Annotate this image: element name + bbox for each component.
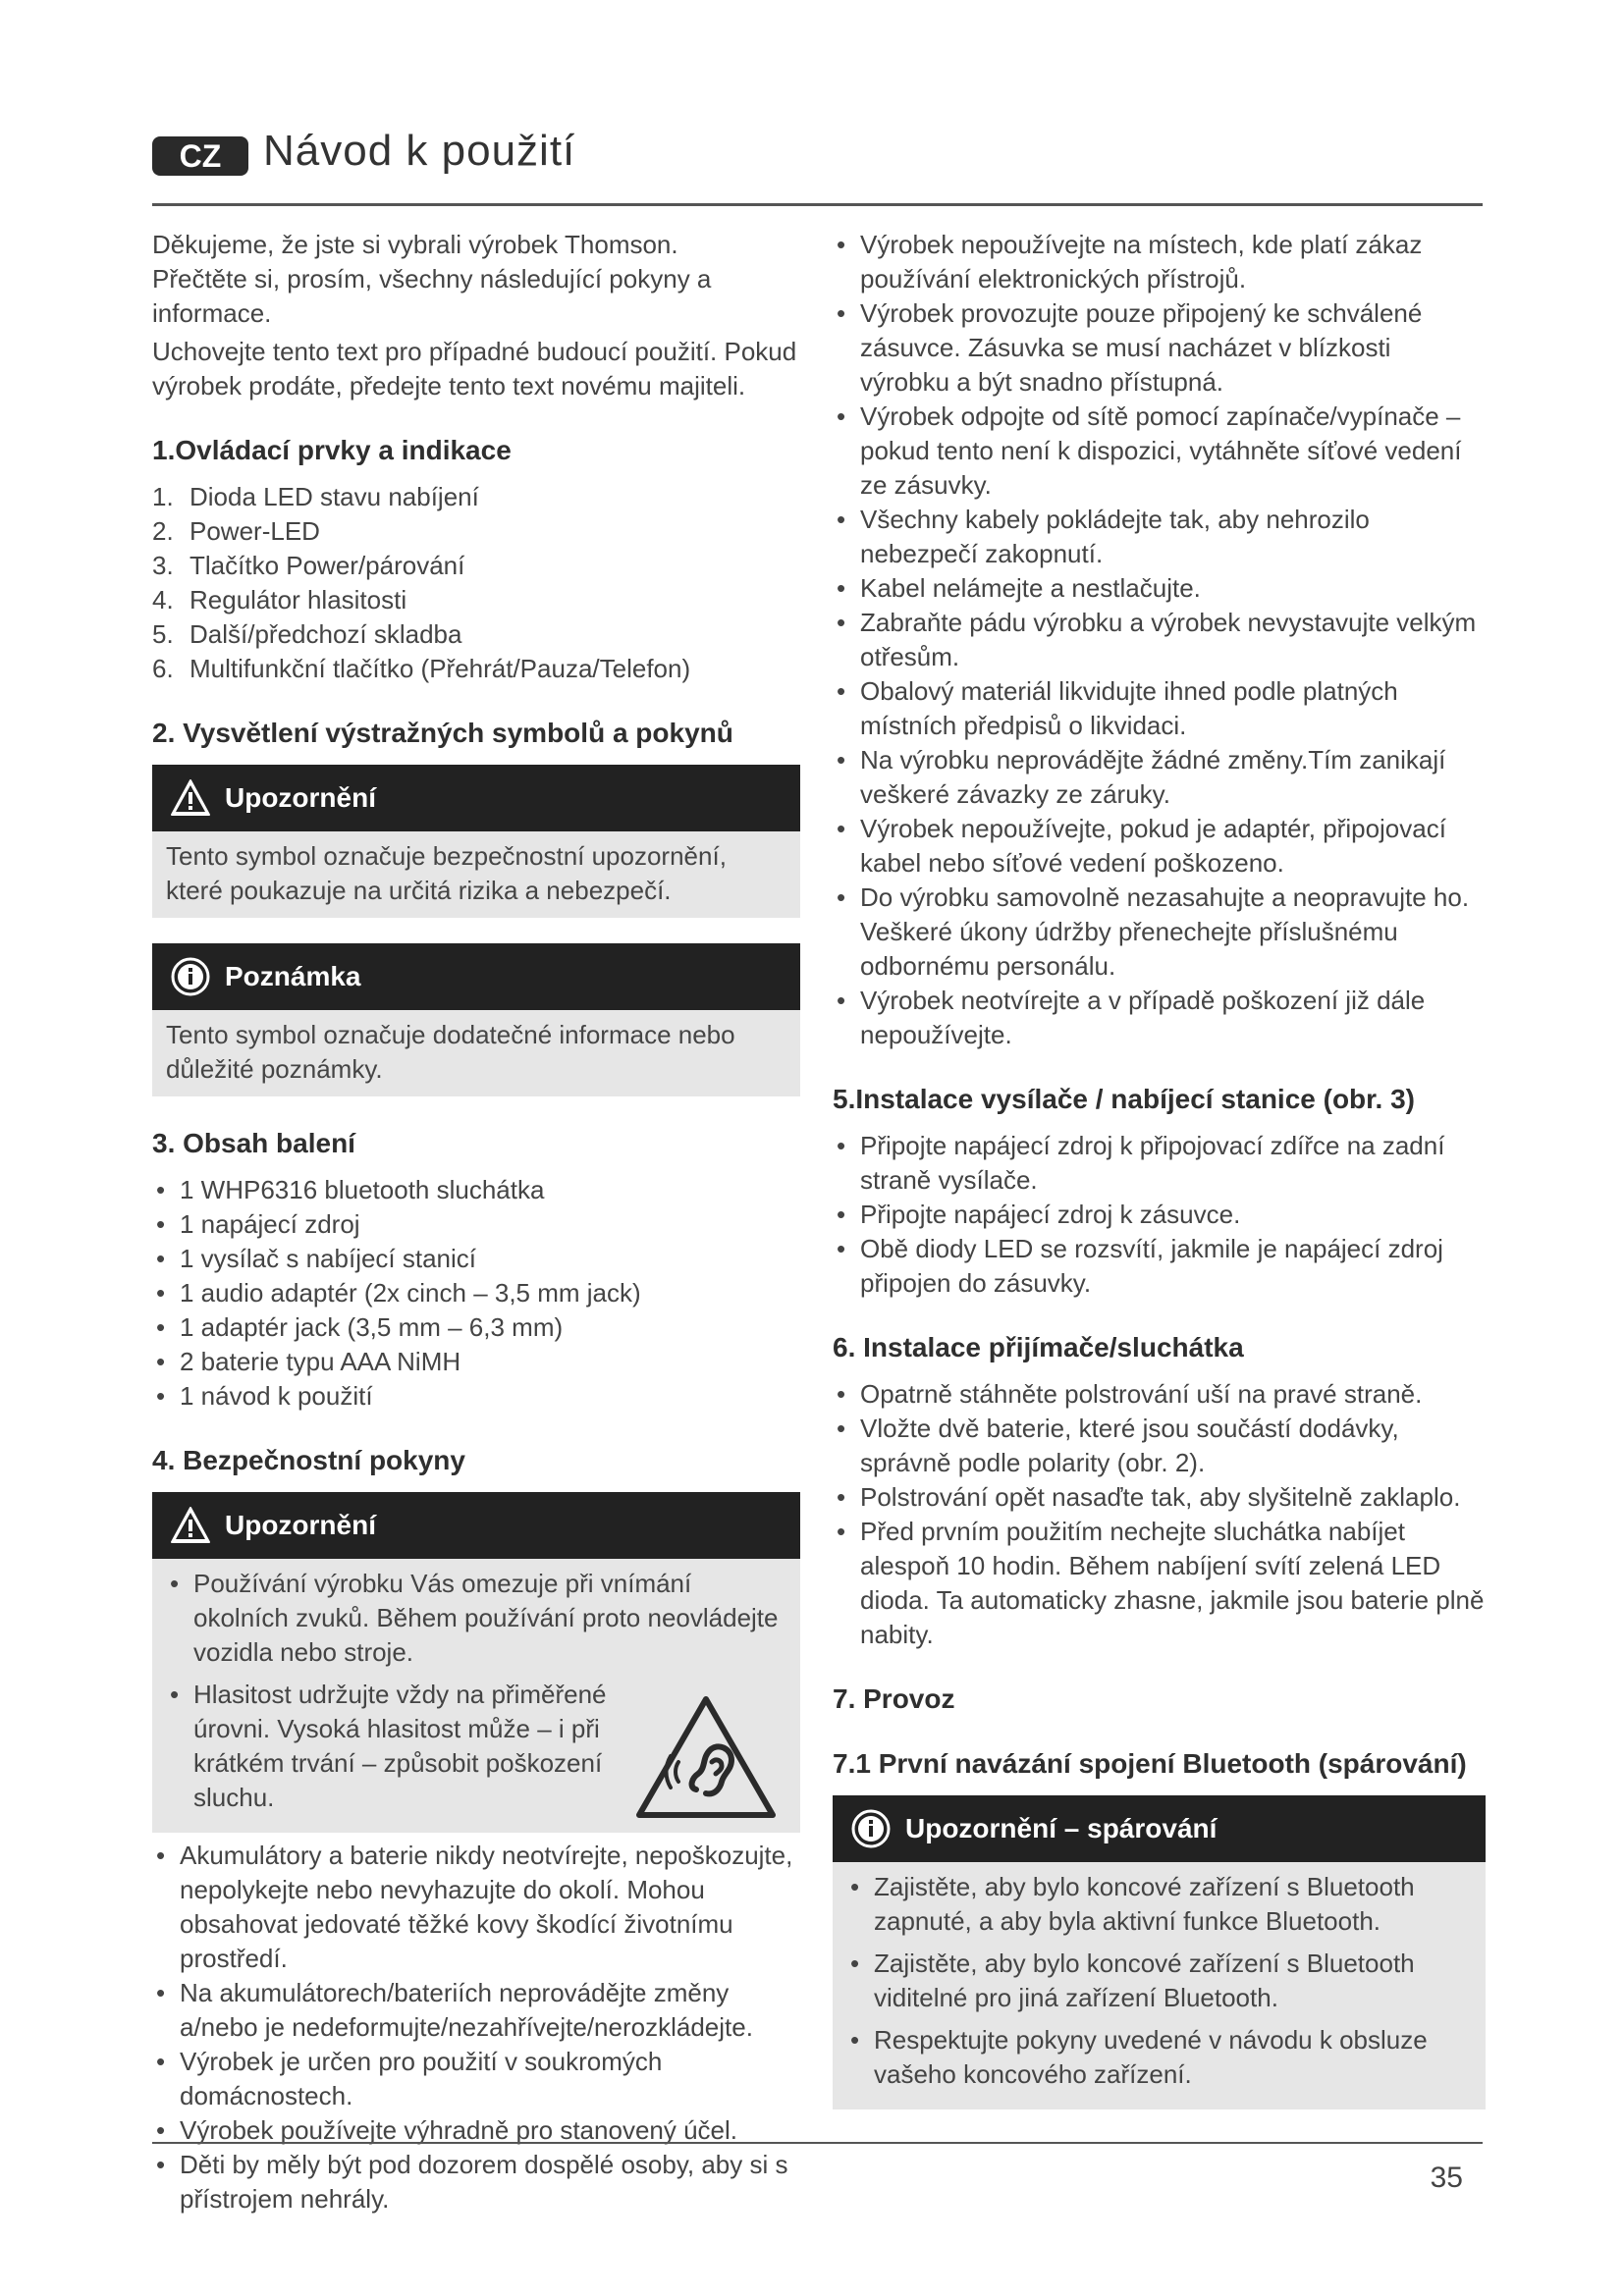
list-item: • 1 audio adaptér (2x cinch – 3,5 mm jack): [152, 1276, 800, 1310]
intro-line: Přečtěte si, prosím, všechny následující pokyny a informace.: [152, 264, 712, 328]
list-item: • Výrobek odpojte od sítě pomocí zapínače/vypínače – pokud tento není k dispozici, vytáhněte síťové vedení ze zásuvky.: [833, 400, 1486, 503]
list-item: • Akumulátory a baterie nikdy neotvírejte, nepoškozujte, nepolykejte nebo nevyhazujte do okolí. Mohou obsahovat jedovaté těžké kovy škodící životnímu prostředí.: [152, 1839, 800, 1976]
hearing-warning-icon: [633, 1693, 779, 1821]
list-item: 4. Regulátor hlasitosti: [152, 585, 407, 614]
list-item: • 2 baterie typu AAA NiMH: [152, 1345, 800, 1379]
package-contents-list: [152, 1173, 800, 1414]
list-item: • Na výrobku neprovádějte žádné změny.Tím zanikají veškeré závazky ze záruky.: [833, 743, 1486, 812]
note-box: [152, 943, 800, 1096]
list-item: • 1 WHP6316 bluetooth sluchátka: [152, 1173, 800, 1207]
list-item: • Na akumulátorech/bateriích neprovádějte změny a/nebo je nedeformujte/nezahřívejte/nerozkládejte.: [152, 1976, 800, 2045]
list-item: • Výrobek nepoužívejte, pokud je adaptér, připojovací kabel nebo síťové vedení poškozeno.: [833, 812, 1486, 881]
warning-body: [152, 831, 800, 918]
section-2-heading: 2. Vysvětlení výstražných symbolů a pokynů: [152, 718, 733, 748]
list-item: • Zabraňte pádu výrobku a výrobek nevystavujte velkým otřesům.: [833, 606, 1486, 674]
list-item: • Výrobek je určen pro použití v soukromých domácnostech.: [152, 2045, 800, 2113]
section-4-heading: 4. Bezpečnostní pokyny: [152, 1445, 465, 1475]
list-item: 5. Další/předchozí skladba: [152, 619, 462, 649]
section-7-1-heading: 7.1 První navázání spojení Bluetooth (spárování): [833, 1748, 1467, 1779]
list-item: • Výrobek používejte výhradně pro stanovený účel.: [152, 2113, 800, 2148]
pairing-note-body: [833, 1862, 1486, 2109]
list-item: • Kabel nelámejte a nestlačujte.: [833, 571, 1486, 606]
page-number: 35: [1430, 2162, 1463, 2194]
receiver-install-list: [833, 1377, 1486, 1652]
list-item: • Zajistěte, aby bylo koncové zařízení s Bluetooth zapnuté, a aby byla aktivní funkce Bluetooth.: [846, 1870, 1472, 1939]
right-column: [833, 228, 1486, 2129]
list-item: • Připojte napájecí zdroj k připojovací zdířce na zadní straně vysílače.: [833, 1129, 1486, 1198]
pairing-note-title: Upozornění – spárování: [905, 1813, 1218, 1843]
list-item: • Připojte napájecí zdroj k zásuvce.: [833, 1198, 1486, 1232]
page-header: [152, 123, 1483, 206]
list-item: • Obalový materiál likvidujte ihned podle platných místních předpisů o likvidaci.: [833, 674, 1486, 743]
list-item: • Výrobek nepoužívejte na místech, kde platí zákaz používání elektronických přístrojů.: [833, 228, 1486, 296]
warning-bar: [152, 765, 800, 831]
list-item: • 1 vysílač s nabíjecí stanicí: [152, 1242, 800, 1276]
list-item: • Hlasitost udržujte vždy na přiměřené úrovni. Vysoká hlasitost může – i při krátkém trvání – způsobit poškození sluchu.: [166, 1678, 790, 1815]
info-icon: [170, 956, 211, 997]
list-item: • 1 adaptér jack (3,5 mm – 6,3 mm): [152, 1310, 800, 1345]
warning-bar: [152, 1492, 800, 1559]
section-3-heading: 3. Obsah balení: [152, 1128, 355, 1158]
warning-title: Upozornění: [225, 782, 376, 813]
list-item: • Zajistěte, aby bylo koncové zařízení s Bluetooth viditelné pro jiná zařízení Bluetooth.: [846, 1947, 1472, 2015]
transmitter-install-list: [833, 1129, 1486, 1301]
safety-warning-box: [152, 1492, 800, 1833]
list-item: • Používání výrobku Vás omezuje při vnímání okolních zvuků. Během používání proto neovládejte vozidla nebo stroje.: [166, 1567, 790, 1670]
left-column: [152, 228, 800, 2216]
list-item: • Obě diody LED se rozsvítí, jakmile je napájecí zdroj připojen do zásuvky.: [833, 1232, 1486, 1301]
section-6-heading: 6. Instalace přijímače/sluchátka: [833, 1332, 1244, 1362]
controls-list: [152, 480, 800, 686]
section-5-heading: 5.Instalace vysílače / nabíjecí stanice (obr. 3): [833, 1084, 1415, 1114]
warning-title: Upozornění: [225, 1510, 376, 1540]
list-item: • Opatrně stáhněte polstrování uší na pravé straně.: [833, 1377, 1486, 1412]
list-item: • Polstrování opět nasaďte tak, aby slyšitelně zaklaplo.: [833, 1480, 1486, 1515]
warning-body: [152, 1559, 800, 1833]
list-item: 6. Multifunkční tlačítko (Přehrát/Pauza/Telefon): [152, 654, 691, 683]
intro-line: Děkujeme, že jste si vybrali výrobek Thomson.: [152, 230, 678, 259]
list-item: • Vložte dvě baterie, které jsou součástí dodávky, správně podle polarity (obr. 2).: [833, 1412, 1486, 1480]
list-item: 2. Power-LED: [152, 516, 320, 546]
list-item: • Před prvním použitím nechejte sluchátka nabíjet alespoň 10 hodin. Během nabíjení svítí zelená LED dioda. Ta automaticky zhasne, jakmile jsou baterie plně nabity.: [833, 1515, 1486, 1652]
list-item: • Respektujte pokyny uvedené v návodu k obsluze vašeho koncového zařízení.: [846, 2023, 1472, 2092]
note-bar: [152, 943, 800, 1010]
warning-box: [152, 765, 800, 918]
list-item: 1. Dioda LED stavu nabíjení: [152, 482, 479, 511]
pairing-note-bar: [833, 1795, 1486, 1862]
note-text: Tento symbol označuje dodatečné informace nebo důležité poznámky.: [166, 1020, 735, 1084]
pairing-note-box: [833, 1795, 1486, 2109]
note-title: Poznámka: [225, 961, 361, 991]
page-title: Návod k použití: [263, 127, 576, 175]
list-item: • 1 návod k použití: [152, 1379, 800, 1414]
list-item: • Děti by měly být pod dozorem dospělé osoby, aby si s přístrojem nehrály.: [152, 2148, 800, 2216]
note-body: [152, 1010, 800, 1096]
list-item: • Do výrobku samovolně nezasahujte a neopravujte ho. Veškeré úkony údržby přenechejte příslušnému odbornému personálu.: [833, 881, 1486, 984]
language-badge: CZ: [152, 136, 248, 176]
section-1-heading: 1.Ovládací prvky a indikace: [152, 435, 512, 465]
safety-list-continued: [833, 228, 1486, 1052]
warning-triangle-icon: [170, 1505, 211, 1546]
pairing-note-list: [846, 1870, 1472, 2092]
safety-list: [152, 1839, 800, 2216]
warning-text: Tento symbol označuje bezpečnostní upozornění, které poukazuje na určitá rizika a nebezpečí.: [166, 841, 727, 905]
info-icon: [850, 1808, 892, 1849]
list-item: • Výrobek provozujte pouze připojený ke schválené zásuvce. Zásuvka se musí nacházet v blízkosti výrobku a být snadno přístupná.: [833, 296, 1486, 400]
list-item: • Všechny kabely pokládejte tak, aby nehrozilo nebezpečí zakopnutí.: [833, 503, 1486, 571]
list-item: 3. Tlačítko Power/párování: [152, 551, 465, 580]
warning-triangle-icon: [170, 777, 211, 819]
list-item: • Výrobek neotvírejte a v případě poškození již dále nepoužívejte.: [833, 984, 1486, 1052]
intro-line: Uchovejte tento text pro případné budoucí použití. Pokud výrobek prodáte, předejte tento text novému majiteli.: [152, 337, 797, 400]
list-item: • 1 napájecí zdroj: [152, 1207, 800, 1242]
section-7-heading: 7. Provoz: [833, 1683, 955, 1714]
intro: [152, 228, 800, 403]
